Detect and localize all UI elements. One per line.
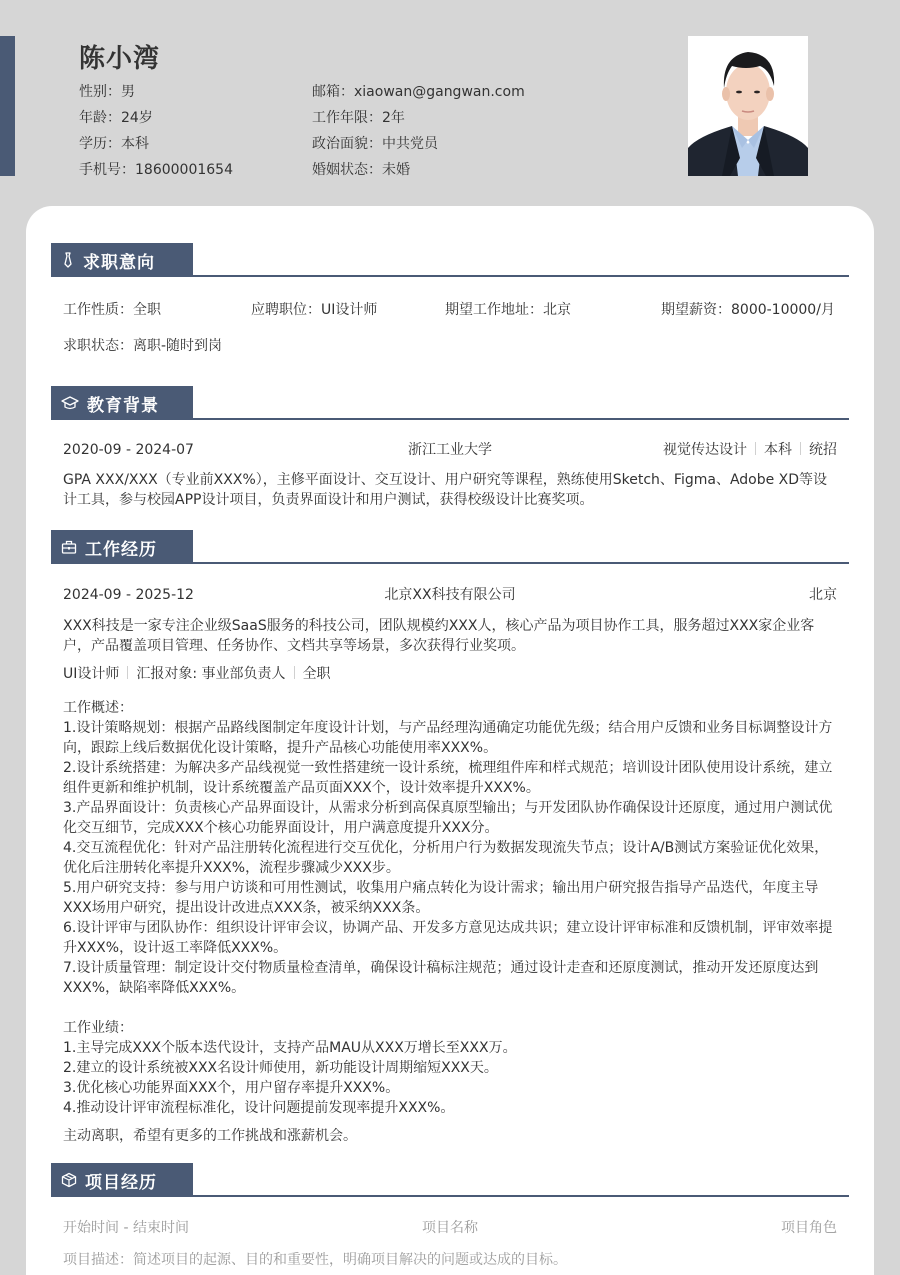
work-tags: UI设计师 汇报对象: 事业部负责人 全职: [63, 666, 331, 682]
intent-fields-row: [51, 300, 849, 320]
work-city: 北京: [809, 587, 837, 603]
overview-item: 4.交互流程优化：针对产品注册转化流程进行交互优化，分析用户行为数据发现流失节点；设计A/B测试方案验证优化效果，优化后注册转化率提升XXX%，流程步骤减少XXX步。: [63, 840, 829, 876]
intent-location: 期望工作地址：北京: [445, 302, 571, 318]
project-description: 项目描述：简述项目的起源、目的和重要性，明确项目解决的问题或达成的目标。: [63, 1252, 567, 1268]
overview-item: 5.用户研究支持：参与用户访谈和可用性测试，收集用户痛点转化为设计需求；输出用户研究报告指导产品迭代，年度主导XXX场用户研究，提出设计改进点XXX条，被采纳XXX条。: [63, 880, 819, 916]
intent-salary: 期望薪资：8000-10000/月: [661, 302, 835, 318]
achievement-item: 4.推动设计评审流程标准化，设计问题提前发现率提升XXX%。: [63, 1100, 455, 1116]
info-email: 邮箱：xiaowan@gangwan.com: [312, 84, 525, 100]
overview-item: 2.设计系统搭建：为解决多产品线视觉一致性搭建统一设计系统，梳理组件库和样式规范；培训设计团队使用设计系统，建立组件更新和维护机制，设计系统覆盖产品页面XXX个，设计效率提升XXX%。: [63, 760, 833, 796]
section-job-intent: [51, 243, 849, 356]
project-role: 项目角色: [781, 1220, 837, 1236]
section-title: 工作经历: [85, 539, 157, 560]
tie-icon: [61, 252, 75, 268]
work-overview: [51, 698, 849, 998]
overview-item: 1.设计策略规划：根据产品路线图制定年度设计计划，与产品经理沟通确定功能优先级；结合用户反馈和业务目标调整设计方向，跟踪上线后数据优化设计策略，提升产品核心功能使用率XXX%。: [63, 720, 833, 756]
section-work: [51, 530, 849, 1146]
cube-icon: [61, 1172, 77, 1188]
section-title-tab: [51, 530, 193, 564]
project-period: 开始时间 - 结束时间: [63, 1220, 189, 1236]
section-title: 教育背景: [87, 395, 159, 416]
work-row: [51, 585, 849, 605]
work-period: 2024-09 - 2025-12: [63, 587, 194, 603]
education-description: GPA XXX/XXX（专业前XXX%），主修平面设计、交互设计、用户研究等课程，熟练使用Sketch、Figma、Adobe XD等设计工具，参与校园APP设计项目，负责界面设计和用户测试，获得校级设计比赛奖项。: [63, 472, 828, 508]
section-title-tab: [51, 386, 193, 420]
company-intro: XXX科技是一家专注企业级SaaS服务的科技公司，团队规模约XXX人，核心产品为项目协作工具，服务超过XXX家企业客户，产品覆盖项目管理、任务协作、文档共享等场景，多次获得行业奖项。: [63, 618, 815, 654]
work-achievements: [51, 1018, 849, 1118]
divider: [800, 442, 801, 455]
overview-item: 3.产品界面设计：负责核心产品界面设计，从需求分析到高保真原型输出；与开发团队协作确保设计还原度，通过用户测试优化交互细节，完成XXX个核心功能界面设计，用户满意度提升XXX分。: [63, 800, 833, 836]
achievement-item: 2.建立的设计系统被XXX名设计师使用，新功能设计周期缩短XXX天。: [63, 1060, 498, 1076]
candidate-name: 陈小湾: [79, 44, 161, 74]
info-gender: 性别：男: [79, 84, 135, 100]
divider: [294, 666, 295, 679]
section-title: 项目经历: [85, 1172, 157, 1193]
section-header: [51, 530, 849, 564]
profile-photo: [688, 36, 808, 176]
overview-item: 6.设计评审与团队协作：组织设计评审会议，协调产品、开发多方意见达成共识；建立设计评审标准和反馈机制，评审效率提升XXX%，设计返工率降低XXX%。: [63, 920, 833, 956]
info-marital-status: 婚姻状态：未婚: [312, 162, 410, 178]
overview-title: 工作概述：: [63, 700, 133, 716]
basic-info-right: [312, 80, 525, 184]
work-company: 北京XX科技有限公司: [384, 587, 516, 603]
divider: [755, 442, 756, 455]
education-tags: 视觉传达设计 本科 统招: [663, 442, 837, 458]
achievements-title: 工作业绩：: [63, 1020, 133, 1036]
overview-item: 7.设计质量管理：制定设计交付物质量检查清单，确保设计稿标注规范；通过设计走查和还原度测试，推动开发还原度达到XXX%，缺陷率降低XXX%。: [63, 960, 819, 996]
education-period: 2020-09 - 2024-07: [63, 442, 194, 458]
basic-info-left: [79, 80, 233, 184]
section-title: 求职意向: [83, 252, 155, 273]
info-work-years: 工作年限：2年: [312, 110, 405, 126]
intent-status: 求职状态： 离职-随时到岗: [63, 338, 223, 354]
divider: [127, 666, 128, 679]
info-age: 年龄：24岁: [79, 110, 153, 126]
section-header: [51, 243, 849, 277]
section-project: [51, 1163, 849, 1270]
resume-card: [26, 206, 874, 1275]
info-phone: 手机号：18600001654: [79, 162, 233, 178]
intent-position: 应聘职位：UI设计师: [251, 302, 378, 318]
section-header: [51, 1163, 849, 1197]
section-education: [51, 386, 849, 510]
intent-work-type: 工作性质：全职: [63, 302, 161, 318]
section-title-tab: [51, 243, 193, 277]
info-education: 学历：本科: [79, 136, 149, 152]
education-school: 浙江工业大学: [408, 442, 492, 458]
achievement-item: 3.优化核心功能界面XXX个，用户留存率提升XXX%。: [63, 1080, 400, 1096]
portrait-illustration: [688, 36, 808, 176]
graduation-cap-icon: [61, 395, 79, 411]
briefcase-icon: [61, 539, 77, 555]
project-name: 项目名称: [422, 1220, 478, 1236]
section-header: [51, 386, 849, 420]
header-accent-bar: [0, 36, 15, 176]
achievement-item: 1.主导完成XXX个版本迭代设计，支持产品MAU从XXX万增长至XXX万。: [63, 1040, 517, 1056]
info-political-status: 政治面貌：中共党员: [312, 136, 438, 152]
project-row: [51, 1218, 849, 1238]
education-row: [51, 440, 849, 460]
section-title-tab: [51, 1163, 193, 1197]
leave-reason: 主动离职，希望有更多的工作挑战和涨薪机会。: [63, 1128, 357, 1144]
